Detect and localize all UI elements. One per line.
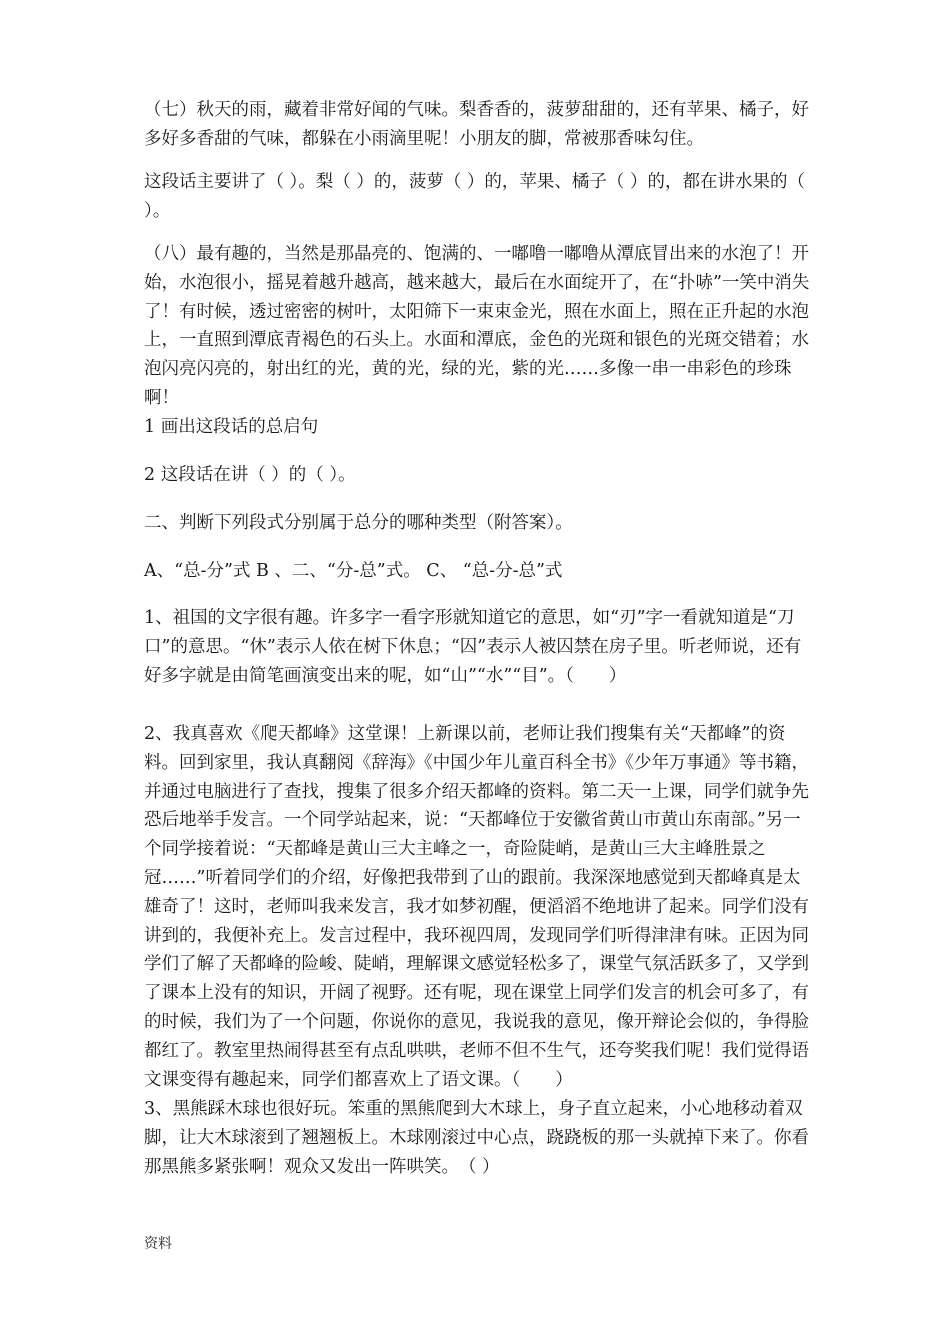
question-eight-2: 2 这段话在讲（ ）的（ ）。 — [144, 465, 356, 485]
footer-label: 资料 — [144, 1236, 172, 1252]
question-eight-1: 1 画出这段话的总启句 — [144, 417, 319, 437]
paragraph-eight: （八）最有趣的，当然是那晶亮的、饱满的、一嘟噜一嘟噜从潭底冒出来的水泡了！开始，水泡很小，摇晃着越升越高，越来越大，最后在水面绽开了，在“扑哧”一笑中消失了！有时候，透过密密的树叶，太阳筛下一束束金光，照在水面上，照在正升起的水泡上，一直照到潭底青褐色的石头上。水面和潭底，金色的光斑和银色的光斑交错着；水泡闪亮闪亮的，射出红的光，黄的光，绿的光，紫的光……多像一串一串彩色的珍珠啊！ — [144, 244, 810, 408]
exercise-2: 2、我真喜欢《爬天都峰》这堂课！上新课以前，老师让我们搜集有关“天都峰”的资料。回到家里，我认真翻阅《辞海》《中国少年儿童百科全书》《少年万事通》等书籍，并通过电脑进行了查找，搜集了很多介绍天都峰的资料。第二天一上课，同学们就争先恐后地举手发言。一个同学站起来，说：“天都峰位于安徽省黄山市黄山东南部。”另一个同学接着说：“天都峰是黄山三大主峰之一，奇险陡峭，是黄山三大主峰胜景之冠……”听着同学们的介绍，好像把我带到了山的跟前。我深深地感觉到天都峰真是太雄奇了！这时，老师叫我来发言，我才如梦初醒，便滔滔不绝地讲了起来。同学们没有讲到的，我便补充上。发言过程中，我环视四周，发现同学们听得津津有味。正因为同学们了解了天都峰的险峻、陡峭，理解课文感觉轻松多了，课堂气氛活跃多了，又学到了课本上没有的知识，开阔了视野。还有呢，现在课堂上同学们发言的机会可多了，有的时候，我们为了一个问题，你说你的意见，我说我的意见，像开辩论会似的，争得脸都红了。教室里热闹得甚至有点乱哄哄，老师不但不生气，还夸奖我们呢！我们觉得语文课变得有趣起来，同学们都喜欢上了语文课。（ ） — [144, 724, 809, 1090]
section-two-heading: 二、判断下列段式分别属于总分的哪种类型（附答案）。 — [144, 513, 573, 533]
exercise-3: 3、黑熊踩木球也很好玩。笨重的黑熊爬到大木球上，身子直立起来，小心地移动着双脚，让大木球滚到了翘翘板上。木球刚滚过中心点，跷跷板的那一头就掉下来了。你看那黑熊多紧张啊！观众又发出一阵哄笑。 （ ） — [144, 1099, 809, 1177]
type-options: A、“总-分”式 B 、二、“分-总”式。 C、 “总-分-总”式 — [144, 561, 563, 581]
paragraph-seven: （七）秋天的雨，藏着非常好闻的气味。梨香香的，菠萝甜甜的，还有苹果、橘子，好多好多香甜的气味，都躲在小雨滴里呢！小朋友的脚，常被那香味勾住。 — [144, 100, 809, 149]
question-seven: 这段话主要讲了（ ）。梨（ ）的，菠萝（ ）的，苹果、橘子（ ）的，都在讲水果的（ ）。 — [144, 172, 805, 221]
exercise-1: 1、祖国的文字很有趣。许多字一看字形就知道它的意思，如“刃”字一看就知道是“刀口”的意思。“休”表示人依在树下休息；“囚”表示人被囚禁在房子里。听老师说，还有好多字就是由简笔画演变出来的呢，如“山”“水”“目”。（ ） — [144, 608, 802, 686]
